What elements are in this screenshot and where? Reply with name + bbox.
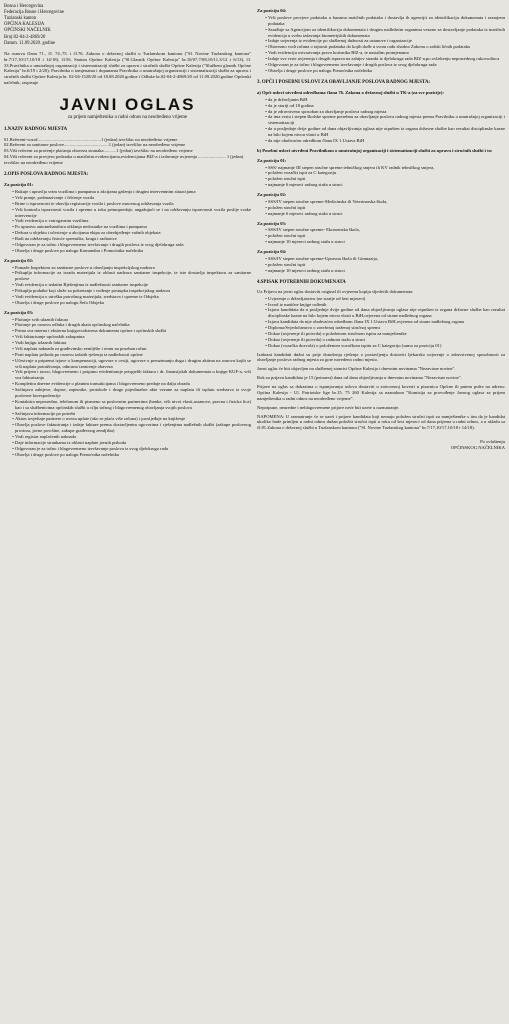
- duty-item: • Obavlja i druge poslove po nalogu Pomoćnika načelnika: [15, 452, 251, 458]
- duty-item: • Vrši pranje, podmazivanje i čišćenje vozila: [15, 195, 251, 201]
- left-column: [4, 4, 251, 458]
- documents-list: [257, 296, 505, 349]
- header-line: Bosna i Hercegovina: [4, 4, 44, 9]
- duty-item: • Obavlja i druge poslove po nalogu Šefa Odsjeka: [15, 300, 251, 306]
- header-line: OPĆINA KALESIJA: [4, 22, 45, 28]
- duty-item: • Brine o ispravnosti te obavlja registracije vozila i poslove osnovnog održavanja vozila: [15, 201, 251, 207]
- section-heading: 1.NAZIV RADNOG MJESTA: [4, 127, 67, 133]
- condition-item: • da je stariji od 18 godina: [268, 103, 505, 109]
- duty-item: • Obavezno vodi računa o tajnosti podataka do kojih dođe u svom radu shodno Zakonu o zaštiti ličnih podataka: [268, 44, 505, 50]
- requirement-list: [257, 199, 505, 217]
- document-item: • Dokaz (vozačka dozvola) o položenom vozačkom ispitu za C kategoriju (samo za poziciju 01): [268, 343, 505, 349]
- header-line: Tuzlanski kanton: [4, 16, 37, 22]
- duty-list: [4, 189, 251, 254]
- duty-item: • Izdaje sve vrste uvjerenja i drugih isprava na zahtjev stranki iz djelokruga rada BIZ-a,po ovlaštenju neposrednog rukovodioca: [268, 56, 505, 62]
- duty-item: • Prikuplja informacije za izradu materijala iz oblasti nadzora sanitarne inspekcije, te iste dostavlja inspektoru za sanitarne poslove: [15, 270, 251, 282]
- requirement-item: • SSS/ najmanje III stepen stručne spreme tehničkog smjera ili KV radnik tehničkog smjera,: [268, 165, 505, 171]
- requirement-list: [257, 165, 505, 189]
- duty-item: • Radi na održavanju čistoće spremišta, kruga i radionice: [15, 236, 251, 242]
- requirement-item: • SSS/IV stepen stručne spreme- Ekonomska škola,: [268, 227, 505, 233]
- closing-paragraph: Nepotpune, neuredne i neblagovremene prijave neće biti uzete u razmatranje.: [257, 404, 400, 410]
- requirement-list: [257, 227, 505, 245]
- closing-paragraph: Javni oglas će biti objavljen na službenoj stranici Općine Kalesija i dnevnim novinama "Nezavisne novine".: [257, 366, 456, 372]
- special-conditions: [257, 158, 505, 274]
- requirement-item: • najmanje 10 mjeseci radnog staža u struci: [268, 239, 505, 245]
- signature-block: [257, 439, 505, 451]
- signature-line: OPĆINSKOG NAČELNIKA: [450, 445, 505, 451]
- position-label: Za poziciju 04:: [257, 249, 287, 255]
- position-item: 01.Referent-vozač.......................................................1 (jedan) izvršilac na neodređeno vrijeme: [4, 136, 178, 142]
- documents-intro: Uz Prijavu na javni oglas dostaviti original ili ovjerenu kopiju sljedećih dokumenata:: [257, 288, 414, 294]
- position-label: Za poziciju 03:: [257, 220, 287, 226]
- position-item: 04.Viši referent za provjeru podataka u matičnim evidencijama,evidencijama BIZ-a i izdavanje uvjerenja ........................ 1 (jedan) izvršilac na neodređeno vrijeme: [4, 154, 244, 166]
- page-title: JAVNI OGLAS: [59, 95, 196, 115]
- requirement-item: • najmanje 6 mjeseci radnog staža u struci: [268, 211, 505, 217]
- closing-paragraphs: [257, 352, 505, 432]
- condition-item: • da nije obuhvaćen odredbom člana IX 1.Ustava BiH: [268, 138, 505, 144]
- duty-item: • Odgovoran je za tačno i blagovremeno izvršavanje i drugih poslova iz svog djelokruga rada: [15, 242, 251, 248]
- requirement-item: • položen stručni ispit: [268, 205, 505, 211]
- duty-item: • Sačinjava informacije po potrebi: [15, 411, 251, 417]
- position-label: Za poziciju 01:: [4, 182, 34, 188]
- duty-item: • Vodi evidenciju o vatrogasnim vozilima: [15, 218, 251, 224]
- requirement-item: • najmanje 6 mjeseci radnog staža u struci: [268, 182, 505, 188]
- duty-item: • Odgovoran je za tačno i blagovremeno izvršavanje poslova iz svog djelokruga rada: [15, 446, 251, 452]
- position-label: Za poziciju 02:: [4, 257, 34, 263]
- position-item: 03.Viši referent za praćenje plaćanja obaveza stranaka...........1 (jedan) izvršilac na neodređeno vrijeme: [4, 148, 193, 154]
- duties-continued: [257, 8, 505, 74]
- closing-paragraph: Rok za prijavu kandidata je 15 (petnaest) dana od dana objavljivanja u dnevnim novinama "Nezavisne novine".: [257, 375, 462, 381]
- section-heading: 2.OPIS POSLOVA RADNOG MJESTA:: [4, 171, 89, 177]
- condition-item: • da ima vrstu i stepen školske spreme potrebnu za obavljanje poslova radnog mjesta prema Pravilniku o unutrašnjoj organizaciji i sistematizaciji: [268, 114, 505, 126]
- page-subtitle: za prijem namještenika u radni odnos na neodređeno vrijeme: [67, 115, 188, 121]
- duty-item: • Plaćanje svih ulaznih faktura: [15, 317, 251, 323]
- requirement-item: • položen stručni ispit: [268, 233, 505, 239]
- legal-basis-paragraph: Na osnovu člana 71., čl. 74.,75. i čl.76. Zakona o državnoj službi u Tuzlanskom kantonu ("Sl. Novine Tuzlanskog kantona" br.7/17,10/17,10/18 i 14/18), čl.56. Statuta Općine Kalesija ("Sl.Glasnik Općine Kalesija" br.10/07,7/08,10/11,3/12 i 6/13), čl. 33.Pravilnika o unutrašnjoj organizaciji i sistematizaciji službi za upravu i stručnih službi Općine Kalesija ("Službeni glasnik Općine Kalesija" br.6/19 i 2/20), Pravilnika o izmjenama i dopunama Pravilnika o unutrašnjoj organizaciji i sistematizaciji službi za upravu i stručnih službi Općine Kalesija br. 02-04-1528/20 od 18.08.2020.godine i Odluke br.02-04-2-4869/20 od 11.09.2020.godine Općinski načelnik, raspisuje: [4, 50, 251, 86]
- subsection-heading: a) Opći uslovi utvrđeni odredbama člana 76. Zakona o državnoj službi u TK-a (za sve pozicije):: [257, 89, 444, 95]
- document-item: • Dokaz (uvjerenje ili potvrda) o radnom stažu u struci: [268, 337, 505, 343]
- condition-item: • da u posljednje dvije godine od dana objavljivanja oglasa nije otpušten iz organa državne službe kao rezultat disciplinske kazne na bilo kojem nivou vlasti u BiH: [268, 126, 505, 138]
- duty-item: • Vrši prijem i tacno, blagovremeno i potpuno evidentiranje prispjelih faktura i dr. finansijskih dokumenata u knjige KUF-a, vrši sva fakturisanja: [15, 369, 251, 381]
- duty-list: [4, 265, 251, 306]
- requirement-item: • najmanje 10 mjeseci radnog staža u struci: [268, 268, 505, 274]
- duty-item: • Vodi evidenciju ostvarivanja prava korisnika BIZ-a, te nastalim promjenama: [268, 50, 505, 56]
- duty-item: • Odgovoran je za tačno i blagovremeno izvršavanje i drugih poslova iz svog djelokruga rada: [268, 62, 505, 68]
- duty-list: [257, 15, 505, 74]
- duty-item: • Kontaktira neposredno, telefonom ili pismeno sa poslovnim partnerima (banke, viši nivoi vlasti,ustanove, pravna i fizicka lica) kao i sa službenicima općinskih službi u cilju tačnog i blagovremenog obavljanja svojih poslova: [15, 399, 251, 411]
- duty-item: • Dežura u objektu i učestvuje u akcijama ekipa za obezbjeđenje važnih objekata: [15, 230, 251, 236]
- position-label: Za poziciju 01:: [257, 157, 287, 163]
- duty-item: • Vodi registar naplaćenih naknada: [15, 434, 251, 440]
- header-line: OPĆINSKI NAČELNIK: [4, 28, 51, 34]
- section-heading: 4.SPISAK POTREBNIH DOKUMENATA: [257, 279, 346, 285]
- duty-item: • Obavlja i druge poslove po nalogu Pomoćnika načelnika: [268, 68, 505, 74]
- duty-item: • Akton izvještaje partnere o uvezu uplate (ako se plaća više računa) i prosljeđuje na knjiženje: [15, 416, 251, 422]
- duty-item: • Po upustvu automehaničara otklanja nedostatke na vozilima i pumpama: [15, 224, 251, 230]
- duty-item: • Vodi evidenciju o izdatim Rješenjima iz nadležnosti sanitarne inspekcije: [15, 282, 251, 288]
- duty-item: • Prima sva interna i eksterna knjigovodstvena dokumenta općine i općinskih službi: [15, 328, 251, 334]
- duty-item: • Učestvuje u pripremi izjave o kompenzaciji, ugovore o cesiji, ugovore o preuzimanju duga i drugim aktima na osnovu kojih se vrši naplata potraživanja, odnosno izmirenje obaveza: [15, 358, 251, 370]
- position-item: 02.Referent za sanitarne poslove.......................................1 (jedan) izvršilac na neodređeno vrijeme: [4, 142, 186, 148]
- general-conditions-list: [257, 97, 505, 144]
- duty-item: • Prikuplja podatke koji služe za pokretanje i vođenje postupka inspekcijskog nadzora: [15, 288, 251, 294]
- duty-item: • Sačinjava zahtjeve, dopise, zapisnike, protokole i druge pojedinačne akte vezane za naplatu ili isplatu sredstava iz svoje poslovne korespodencije: [15, 387, 251, 399]
- requirement-item: • SSS/IV stepen stručne spreme-Medicinska ili Veterinarska škola,: [268, 199, 505, 205]
- position-list: [4, 137, 251, 166]
- requirement-list: [257, 256, 505, 274]
- document-item: • Uvjerenje o državljanstvu (ne starije od šest mjeseci): [268, 296, 505, 302]
- closing-paragraph: Prijave na oglas sa dokazima o ispunjavanju uslova dostaviti u zatvorenoj koverti u pisarnicu Općine ili putem pošte na adresu: Općina Kalesija - Ul. Patriotske lige br.15, 75 260 Kalesija sa naznakom "Komisija za provođenje Javnog oglasa za prijem namještenika u radni odnos na neodređeno vrijeme".: [257, 384, 505, 401]
- position-label: Za poziciju 04:: [257, 8, 287, 13]
- duty-item: • Obavlja poslove fakturiranja i izdaje fakture prema dostavljenim ugovorima i rješenjima nadležnih službi (zakupe poslovnog prostora, javne površine, zakupe građevnog zemljišta): [15, 422, 251, 434]
- duty-item: • Daje informacije strankama iz oblasti naplate javnih prihoda: [15, 440, 251, 446]
- header-line: Datum. 11.09.2020. godine: [4, 40, 56, 46]
- duty-item: • Vodi evidenciju o utrošku potrošnog materijala, sredstava i opreme iz Odsjeka: [15, 294, 251, 300]
- header-line: Federacija Bosne i Hercegovine: [4, 10, 65, 16]
- requirement-item: • položen vozački ispit za C kategoriju: [268, 170, 505, 176]
- duty-item: • Vrši fakturisanje općinskih zakupnina: [15, 334, 251, 340]
- duty-item: • Prati naplatu prihoda po osnovu izdatih rješenja iz nadležnosti općine: [15, 352, 251, 358]
- document-item: • Izjava kandidata da nije obuhvaćen odredbom člana IX 1.Ustava BiH,ovjerena od strane nadležnog organa: [268, 319, 505, 325]
- requirement-item: • položen stručni ispit: [268, 262, 505, 268]
- position-label: Za poziciju 02:: [257, 192, 287, 198]
- section-heading: 3. OPĆI I POSEBNI USLOVI ZA OBAVLJANJE POSLOVA RADNOG MJESTA:: [257, 79, 431, 85]
- requirement-item: • SSS/IV stepen stručne spreme-Upravna škola ili Gimnazija,: [268, 256, 505, 262]
- duty-item: • Vrši poslove provjere podataka u bazama matičnih podataka i dostavlja ih agencijii za identifikaciju dokumenata i razmjenu podataka: [268, 15, 505, 27]
- duty-item: • Sarađuje sa Agencijom za identifikaciju dokumenata i drugim nadležnim organima vezano za dostavljanje podataka iz matičnih evidencija u svrhu izdavanja biometrijskih dokumenata: [268, 27, 505, 39]
- subsection-heading: b) Posebni uslovi utvrđeni Pravilnikom o unutrašnjoj organizaciji i sistematizaciji službi za upravu i stručnih službi i to:: [257, 147, 493, 153]
- closing-paragraph: Izabrani kandidati dužni su prije donošenja rješenja o postavljenju dostaviti ljekarsko uvjerenje o zdravstvenoj sposobnosti za obavljanje poslova radnog mjesta za gore navedeno radno mjesto.: [257, 351, 505, 363]
- duty-item: • Plaćanje po osnovu odluka i drugih akata općinskog načelnika: [15, 322, 251, 328]
- header-block: [4, 4, 251, 47]
- signature-line: Po ovlaštenju: [480, 439, 505, 445]
- duty-item: • Obavlja i druge poslove po nalogu Komandira i Pomoćnika načelnika: [15, 248, 251, 254]
- duty-item: • Kompletira dnevne evidencije o platnim transakcijama i blagovremeno predaje na dalju obradu: [15, 381, 251, 387]
- closing-paragraph: NAPOMENA: U razmatranje će se uzeti i prijave kandidata koji nemaju položen stručni ispit za namještenike s tim da je kandidat ukoliko bude primljen u radni odnos dužan položiti stručni ispit u roku od šest mjeseci od dana prijema u radni odnos, a u skladu sa čl.81.Zakona o državnoj službi u Tuzlanskom kantonu ("Sl. Novine Tuzlanskog kantona" br.7/17,10/17,10/18 i 14/18).: [257, 413, 505, 431]
- duty-item: • Vrši kontrolu ispravnosti vozila i opreme u toku primopredaje, angažujući se i na održavanju ispravnosti vozila poslije svake intervencije: [15, 207, 251, 219]
- duty-item: • Pomaže Inspektoru za sanitarne poslove u obavljanju inspekcijskog nadzora: [15, 265, 251, 271]
- duty-item: • Rukuje i upravlja svim vozilima i pumpama u akcijama gašenja i drugim interventnim situacijama: [15, 189, 251, 195]
- position-label: Za poziciju 03:: [4, 309, 34, 315]
- document-item: • Diploma/Svjedočanstvo o završenoj traženoj stručnoj spremi: [268, 325, 505, 331]
- duties-container: [4, 182, 251, 457]
- document-item: • Dokaz (uvjerenje ili potvrda) o položenom stručnom ispitu za namještenike: [268, 331, 505, 337]
- duty-item: • Vodi knjigu izlaznih faktura: [15, 340, 251, 346]
- right-column: [257, 4, 505, 451]
- document-item: • Izjava kandidata da u posljednje dvije godine od dana objavljivanja oglasa nije otpušten iz organa državne službe kao rezultat disciplinske kazne na bilo kojem nivou vlasti u BiH,ovjerena od strane nadležnog organa: [268, 307, 505, 319]
- header-line: Broj:02-04-2-4869/20: [4, 34, 46, 40]
- requirement-item: • položen stručni ispit: [268, 176, 505, 182]
- duty-item: • Vrši naplatu naknada za građevinsko zemljište i rentu na poseban račun: [15, 346, 251, 352]
- document-item: • Izvod iz matične knjige rođenih: [268, 302, 505, 308]
- condition-item: • da je državljanin BiH: [268, 97, 505, 103]
- duty-item: • Izdaje uvjerenja iz evidencije po službenoj dužnosti za ustanove i organizacije: [268, 38, 505, 44]
- condition-item: • da je zdravstveno sposoban za obavljanje poslova radnog mjesta: [268, 109, 505, 115]
- duty-list: [4, 317, 251, 458]
